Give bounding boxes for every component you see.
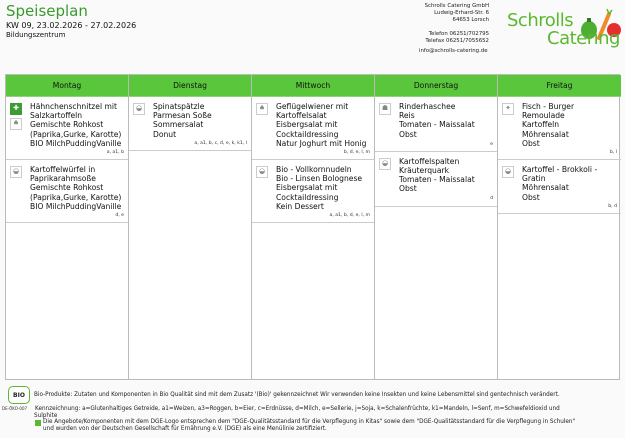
vegetarian-pot-icon: ◒ bbox=[256, 166, 268, 178]
chicken-icon: ♠ bbox=[10, 118, 22, 130]
company-logo bbox=[507, 8, 622, 54]
meal-line: Obst bbox=[399, 184, 417, 194]
meal-line: Cocktaildressing bbox=[276, 129, 339, 139]
meal-item bbox=[252, 160, 374, 223]
meal-item bbox=[6, 160, 128, 223]
day-header: Dienstag bbox=[129, 75, 251, 97]
day-column-montag bbox=[6, 75, 129, 379]
allergen-codes: b, d bbox=[608, 203, 617, 209]
vegetarian-pot-icon: ◒ bbox=[10, 166, 22, 178]
day-header: Donnerstag bbox=[375, 75, 497, 97]
meal-line: Gemischte Rohkost bbox=[30, 183, 104, 193]
meal-item bbox=[498, 160, 621, 214]
menu-grid bbox=[5, 74, 620, 380]
allergen-codes: d, e bbox=[115, 212, 124, 218]
dge-icon bbox=[35, 420, 41, 426]
meal-line: BIO MilchPuddingVanille bbox=[30, 201, 122, 211]
meal-item bbox=[129, 97, 251, 151]
meal-line: Bio - Linsen Bolognese bbox=[276, 174, 363, 184]
meal-line: Obst bbox=[399, 129, 417, 139]
vegetarian-pot-icon: ◒ bbox=[379, 158, 391, 170]
meal-line: Obst bbox=[522, 192, 540, 202]
meal-line: (Paprika,Gurke, Karotte) bbox=[30, 129, 122, 139]
meal-line: Hähnchenschnitzel mit bbox=[30, 102, 117, 111]
bio-seal-icon: BIO bbox=[8, 386, 30, 404]
dge-note: Die Angebote/Komponenten mit dem DGE-Logo entsprechen dem "DGE-Qualitätsstandard für die Verpflegung in Kitas" sowie dem "DGE-Qualitätsstandard für die Verpflegung in Schulen" bbox=[43, 419, 576, 425]
meal-item bbox=[6, 97, 128, 160]
meal-line: Bio - Vollkornnudeln bbox=[276, 165, 352, 175]
page-title: Speiseplan bbox=[6, 2, 88, 20]
meal-item bbox=[375, 152, 497, 207]
allergen-legend-cont: Sulphite bbox=[34, 413, 58, 419]
footer-notes bbox=[0, 384, 625, 438]
meal-line: Kartoffeln bbox=[522, 120, 560, 130]
meal-line: Parmesan Soße bbox=[153, 111, 212, 121]
meal-line: Tomaten - Maissalat bbox=[399, 120, 475, 130]
meal-line: Natur Joghurt mit Honig bbox=[276, 138, 367, 148]
day-column-freitag bbox=[498, 75, 621, 379]
meal-line: Sommersalat bbox=[153, 120, 204, 130]
meal-line: Kartoffelsalat bbox=[276, 111, 327, 121]
company-fax: Telefax 06251/7055652 bbox=[425, 38, 489, 44]
beef-icon: ☗ bbox=[379, 103, 391, 115]
meal-line: Kartoffelspalten bbox=[399, 156, 460, 166]
allergen-legend: Kennzeichnung: a=Glutenhaltiges Getreide, a1=Weizen, a3=Roggen, b=Eier, c=Erdnüsse, d=Milch, e=Sellerie, j=Soja, k=Schalenfrüchte, k1=Mandeln, l=Senf, m=Schwefeldioxid und bbox=[35, 406, 560, 412]
company-city: 64653 Lorsch bbox=[452, 17, 489, 23]
meal-line: Donut bbox=[153, 129, 177, 139]
allergen-codes: b, d, e, l, m bbox=[343, 149, 370, 155]
fish-icon: ✦ bbox=[502, 103, 514, 115]
meal-line: Rinderhaschee bbox=[399, 102, 456, 111]
meal-line: BIO MilchPuddingVanille bbox=[30, 138, 122, 148]
meal-line: Reis bbox=[399, 111, 415, 121]
company-address bbox=[425, 3, 489, 45]
company-email[interactable]: info@schrolls-catering.de bbox=[419, 48, 488, 54]
company-phone: Telefon 06251/702795 bbox=[428, 31, 489, 37]
meal-line: Gemischte Rohkost bbox=[30, 120, 104, 130]
day-column-mittwoch bbox=[252, 75, 375, 379]
logo-text-2: Catering bbox=[547, 28, 620, 49]
allergen-codes: a, a1, b, c, d, e, k, k1, l bbox=[194, 140, 247, 146]
meal-line: Cocktaildressing bbox=[276, 192, 339, 202]
vegetarian-pot-icon: ◒ bbox=[502, 166, 514, 178]
meal-line: Remoulade bbox=[522, 111, 565, 121]
allergen-codes: d bbox=[490, 196, 493, 202]
meal-line: Möhrensalat bbox=[522, 183, 569, 193]
meal-line: Paprikarahmsoße bbox=[30, 174, 96, 184]
meal-line: Spinatspätzle bbox=[153, 102, 205, 111]
meal-item bbox=[252, 97, 374, 160]
oko-control-code: DE-ÖKO-007 bbox=[2, 406, 28, 411]
meal-line: Geflügelwiener mit bbox=[276, 102, 349, 111]
company-street: Ludwig-Erhard-Str. 6 bbox=[434, 10, 489, 16]
day-header: Mittwoch bbox=[252, 75, 374, 97]
location: Bildungszentrum bbox=[6, 31, 66, 39]
meal-line: Eisbergsalat mit bbox=[276, 120, 338, 130]
week-range: KW 09, 23.02.2026 - 27.02.2026 bbox=[6, 21, 137, 30]
day-column-dienstag bbox=[129, 75, 252, 379]
meal-line: Kartoffelwürfel in bbox=[30, 165, 96, 175]
company-name: Schrolls Catering GmbH bbox=[424, 3, 489, 9]
allergen-codes: e bbox=[490, 141, 493, 147]
allergen-codes: b, l bbox=[609, 149, 617, 155]
meal-line: Kein Dessert bbox=[276, 201, 324, 211]
logo-text-1: Schrolls bbox=[507, 10, 574, 31]
meal-line: Kräuterquark bbox=[399, 166, 450, 176]
dge-icon: ✚ bbox=[10, 103, 22, 115]
meal-line: Obst bbox=[522, 138, 540, 148]
day-column-donnerstag bbox=[375, 75, 498, 379]
meal-line: Gratin bbox=[522, 174, 546, 184]
meal-item bbox=[498, 97, 621, 160]
meal-line: Salzkartoffeln bbox=[30, 111, 83, 121]
day-header: Freitag bbox=[498, 75, 621, 97]
meal-item bbox=[375, 97, 497, 152]
meal-line: Eisbergsalat mit bbox=[276, 183, 338, 193]
bio-note: Bio-Produkte: Zutaten und Komponenten in Bio Qualität sind mit dem Zusatz '(Bio)' gekennzeichnet Wir verwenden keine Insekten und keine Lebensmittel sind gentechnisch verändert. bbox=[34, 392, 560, 398]
meal-line: Fisch - Burger bbox=[522, 102, 575, 111]
day-header: Montag bbox=[6, 75, 128, 97]
vegetarian-pot-icon: ◒ bbox=[133, 103, 145, 115]
meal-line: Möhrensalat bbox=[522, 129, 569, 139]
chicken-icon: ♠ bbox=[256, 103, 268, 115]
dge-note-cont: und wurden von der Deutschen Gesellschaft für Ernährung e.V. (DGE) als eine Menülinie zertifiziert. bbox=[43, 426, 327, 432]
meal-line: Kartoffel - Brokkoli - bbox=[522, 165, 598, 175]
allergen-codes: a, a1, b, d, e, l, m bbox=[329, 212, 370, 218]
meal-line: Tomaten - Maissalat bbox=[399, 175, 475, 185]
meal-line: (Paprika,Gurke, Karotte) bbox=[30, 192, 122, 202]
allergen-codes: a, a1, b bbox=[106, 149, 124, 155]
